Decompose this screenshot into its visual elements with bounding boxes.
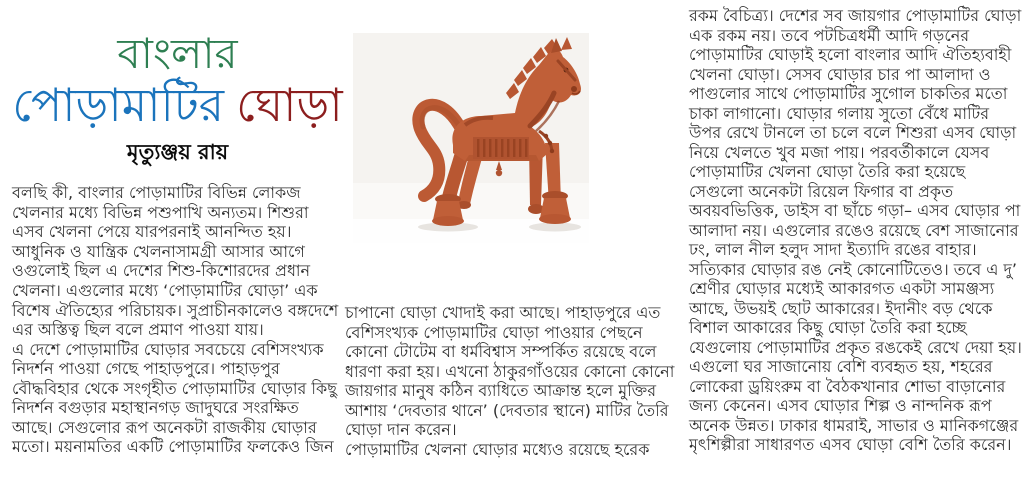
- paragraph-middle-1: চাপানো ঘোড়া খোদাই করা আছে। পাহাড়পুরে এত বেশিসংখ্যক পোড়ামাটির ঘোড়া পাওয়ার পেছনে কোনো টোটেম বা ধর্মবিশ্বাস সম্পর্কিত রয়েছে বলে ধারণা করা হয়। এখনো ঠাকুরগাঁওয়ের কোনো কোনো জায়গার মানুষ কঠিন ব্যাধিতে আক্রান্ত হলে মুক্তির আশায় ‘দেবতার থানে’ (দেবতার স্থানে) মাটির তৈরি ঘোড়া দান করেন।: [345, 303, 675, 440]
- paragraph-left-2: এ দেশে পোড়ামাটির ঘোড়ার সবচেয়ে বেশিসংখ্যক নিদর্শন পাওয়া গেছে পাহাড়পুরে। পাহাড়পুর বৌদ্ধবিহার থেকে সংগৃহীত পোড়ামাটির ঘোড়ার কিছু নিদর্শন বগুড়ার মহাস্থানগড় জাদুঘরে সংরক্ষিত আছে। সেগুলোর রূপ অনেকটা রাজকীয় ঘোড়ার মতো। ময়নামতির একটি পোড়ামাটির ফলকেও জিন: [12, 339, 337, 457]
- middle-column: [345, 33, 685, 459]
- paragraph-left-1: বলছি কী, বাংলার পোড়ামাটির বিভিন্ন লোকজ খেলনার মধ্যে বিভিন্ন পশুপাখি অন্যতম। শিশুরা এসব খেলনা পেয়ে যারপরনাই আনন্দিত হয়। আধুনিক ও যান্ত্রিক খেলনাসামগ্রী আসার আগে ওগুলোই ছিল এ দেশের শিশু-কিশোরদের প্রধান খেলনা। এগুলোর মধ্যে ‘পোড়ামাটির ঘোড়া’ এক বিশেষ ঐতিহ্যের পরিচায়ক। সুপ্রাচীনকালেও বঙ্গদেশে এর অস্তিত্ব ছিল বলে প্রমাণ পাওয়া যায়।: [12, 183, 339, 340]
- title-line1: বাংলার: [117, 29, 238, 78]
- author-byline: মৃত্যুঞ্জয় রায়: [126, 139, 229, 164]
- title-line2-word1: পোড়ামাটির: [12, 78, 225, 133]
- left-column: [12, 30, 343, 457]
- terracotta-horse-photo: [353, 33, 589, 243]
- terracotta-horse-illustration: [353, 33, 589, 243]
- right-column: [689, 6, 1022, 455]
- title-line2: [12, 80, 343, 132]
- paragraph-right-1: রকম বৈচিত্র্য। দেশের সব জায়গার পোড়ামাটির ঘোড়া এক রকম নয়। তবে পটচিত্রধর্মী আদি গড়নের পোড়ামাটির ঘোড়াই হলো বাংলার আদি ঐতিহ্যবাহী খেলনা ঘোড়া। সেসব ঘোড়ার চার পা আলাদা ও পাগুলোর সাথে পোড়ামাটির সুগোল চাকতির মতো চাকা লাগানো। ঘোড়ার গলায় সুতো বেঁধে মাটির উপর রেখে টানলে তা চলে বলে শিশুরা এসব ঘোড়া নিয়ে খেলতে খুব মজা পায়। পরবর্তীকালে যেসব পোড়ামাটির খেলনা ঘোড়া তৈরি করা হয়েছে সেগুলো অনেকটা রিয়েল ফিগার বা প্রকৃত অবয়বভিত্তিক, ডাইস বা ছাঁচে গড়া– এসব ঘোড়ার পা আলাদা নয়। এগুলোর রঙেও রয়েছে বেশ সাজানোর ঢং, লাল নীল হলুদ সাদা ইত্যাদি রঙের বাহার। সত্যিকার ঘোড়ার রঙ নেই কোনোটিতেও। তবে এ দু’ শ্রেণীর ঘোড়ার মধ্যেই আকারগত একটা সামঞ্জস্য আছে, উভয়ই ছোট আকারের। ইদানীং বড় থেকে বিশাল আকারের কিছু ঘোড়া তৈরি করা হচ্ছে যেগুলোয় পোড়ামাটির প্রকৃত রঙকেই রেখে দেয়া হয়। এগুলো ঘর সাজানোয় বেশি ব্যবহৃত হয়, শহরের লোকেরা ড্রয়িংরুম বা বৈঠকখানার শোভা বাড়ানোর জন্য কেনেন। এসব ঘোড়ার শিল্প ও নান্দনিক রূপ অনেক উন্নত। ঢাকার ধামরাই, সাভার ও মানিকগঞ্জের মৃৎশিল্পীরা সাধারণত এসব ঘোড়া বেশি তৈরি করেন।: [689, 6, 1022, 455]
- middle-column-text: [345, 303, 685, 459]
- paragraph-middle-2: পোড়ামাটির খেলনা ঘোড়ার মধ্যেও রয়েছে হরেক: [345, 439, 650, 459]
- article-title: [12, 30, 343, 165]
- title-line2-word2: ঘোড়া: [236, 78, 343, 133]
